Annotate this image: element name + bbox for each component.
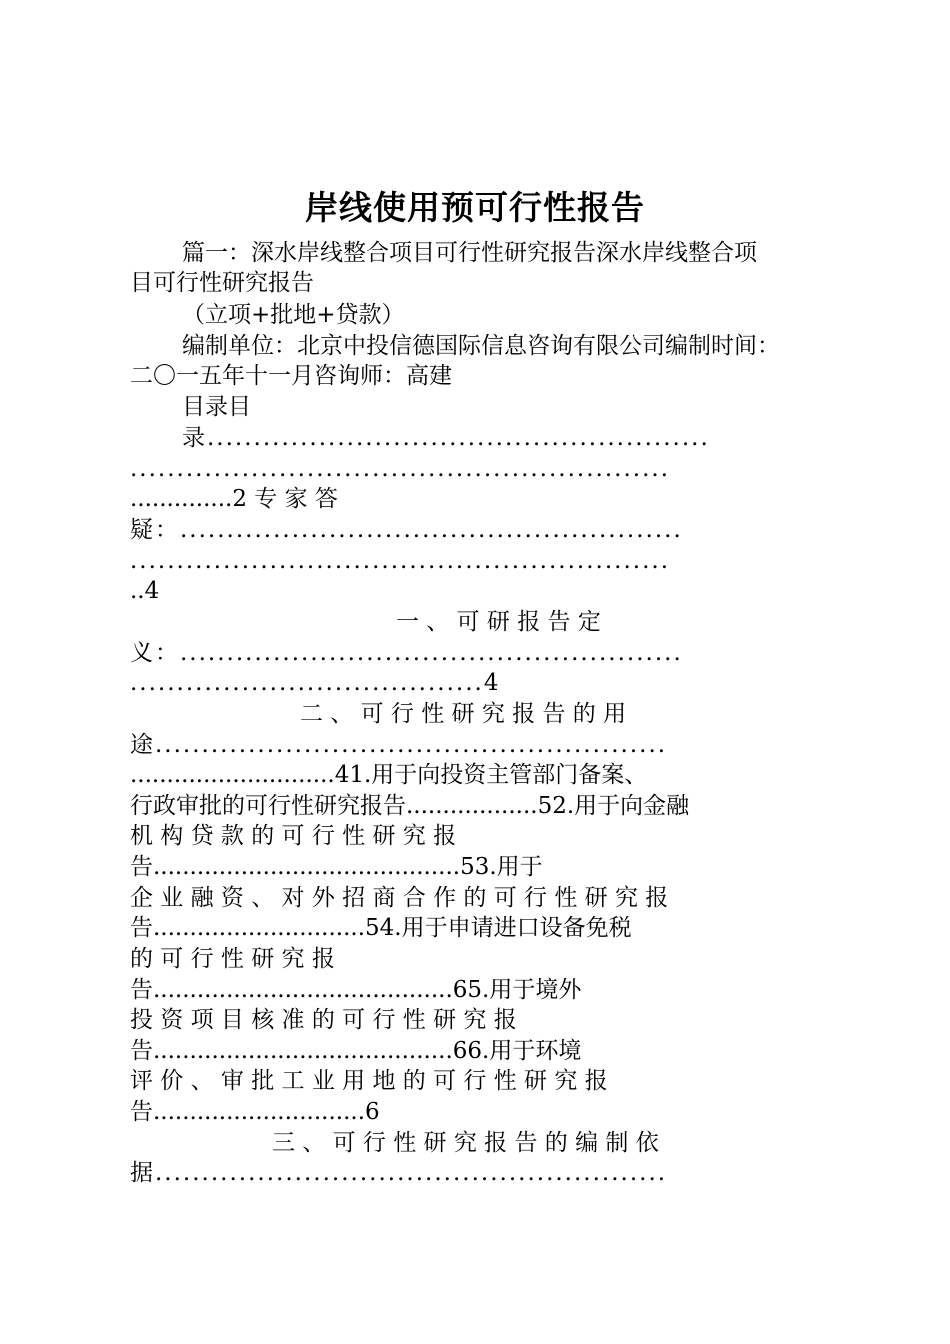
toc-line: 告..........................................53.用于: [130, 854, 543, 880]
toc-line: 评 价 、 审 批 工 业 用 地 的 可 行 性 研 究 报: [130, 1068, 608, 1094]
toc-line: 二 、 可 行 性 研 究 报 告 的 用: [300, 701, 627, 727]
toc-line: ..............2 专 家 答: [130, 486, 338, 512]
toc-line: 告.............................54.用于申请进口设备免税: [130, 915, 632, 941]
text-line: 篇一：深水岸线整合项目可行性研究报告深水岸线整合项: [182, 240, 757, 266]
toc-line: 一 、 可 研 报 告 定: [396, 609, 601, 635]
toc-line: 疑：......................................................: [130, 517, 683, 543]
toc-line: 行政审批的可行性研究报告..................52.用于向金融: [130, 793, 690, 819]
toc-line: 的 可 行 性 研 究 报: [130, 946, 335, 972]
toc-line: 途.......................................................: [130, 732, 668, 758]
text-line: 二〇一五年十一月咨询师：高建: [130, 363, 452, 389]
toc-line: 录......................................................: [182, 425, 710, 451]
text-line: 目录目: [182, 394, 251, 420]
toc-line: 告.............................6: [130, 1099, 380, 1125]
text-line: （立项+批地+贷款）: [182, 302, 405, 328]
toc-line: 三 、 可 行 性 研 究 报 告 的 编 制 依: [272, 1130, 659, 1156]
document-title: 岸线使用预可行性报告: [305, 188, 645, 227]
toc-line: ............................41.用于向投资主管部门备案、: [130, 762, 648, 788]
toc-line: 告.........................................66.用于环境: [130, 1038, 582, 1064]
toc-line: ..........................................................: [130, 456, 671, 482]
toc-line: ..4: [130, 578, 160, 604]
text-line: 目可行性研究报告: [130, 270, 314, 296]
toc-line: ......................................4: [130, 670, 501, 696]
text-line: 编制单位：北京中投信德国际信息咨询有限公司编制时间：: [182, 333, 780, 359]
toc-line: 告.........................................65.用于境外: [130, 977, 582, 1003]
toc-line: 义：......................................................: [130, 640, 683, 666]
toc-line: 企 业 融 资 、 对 外 招 商 合 作 的 可 行 性 研 究 报: [130, 885, 669, 911]
toc-line: 据.......................................................: [130, 1160, 668, 1186]
toc-line: ..........................................................: [130, 548, 671, 574]
toc-line: 机 构 贷 款 的 可 行 性 研 究 报: [130, 823, 457, 849]
toc-line: 投 资 项 目 核 准 的 可 行 性 研 究 报: [130, 1007, 517, 1033]
